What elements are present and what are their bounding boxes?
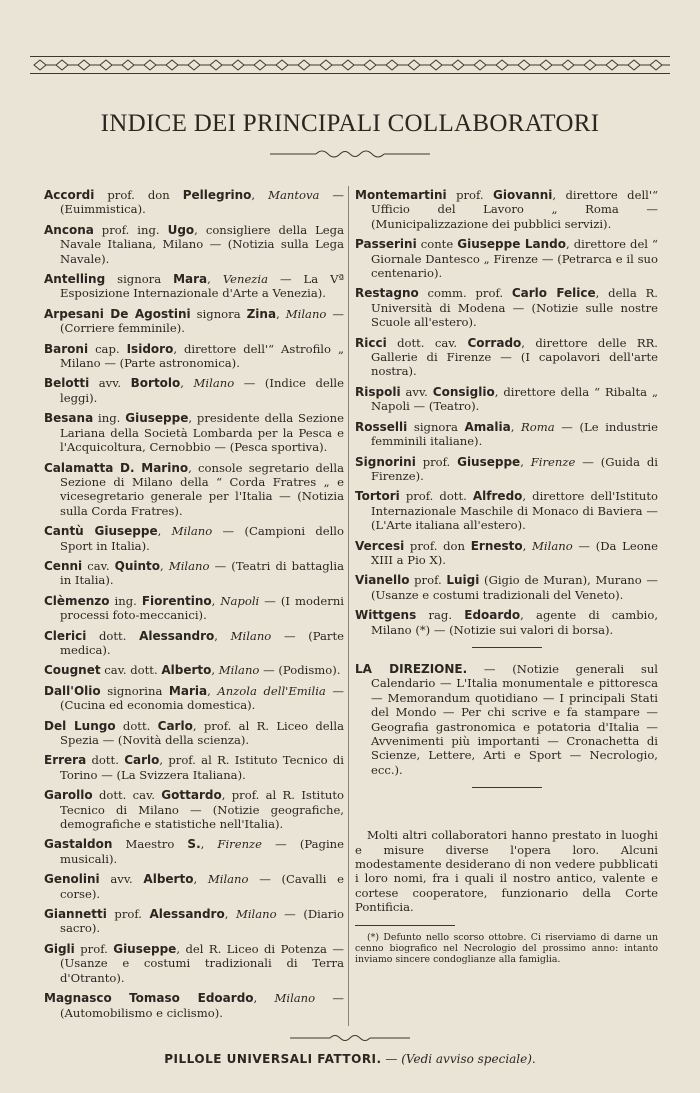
collaborator-description: , direttore dell'Istituto Internazionale Maschile di Monaco di Baviera — (L'Arte italiana all'estero). [371, 489, 659, 533]
bottom-flourish-icon [290, 1032, 410, 1044]
page-title: INDICE DEI PRINCIPALI COLLABORATORI [100, 110, 600, 137]
collaborator-entry [44, 376, 344, 405]
collaborator-firstname: Giuseppe [125, 411, 189, 426]
collaborator-title: avv. [99, 872, 144, 887]
collaborator-firstname: Alberto [143, 872, 194, 887]
collaborator-entry [44, 188, 344, 217]
separator: , [211, 663, 219, 678]
collaborator-place: Milano [532, 538, 573, 553]
collaborator-firstname: Amalia [464, 419, 511, 434]
border-diamond [144, 60, 156, 70]
collaborator-surname: Dall'Olio [44, 683, 101, 698]
collaborator-title: cav. dott. [100, 663, 162, 678]
left-column [44, 188, 344, 1026]
border-diamond [540, 60, 552, 70]
separator: , [520, 454, 531, 469]
collaborator-description: , direttore dell'“ Astrofilo „ Milano — (Parte astronomica). [60, 341, 344, 371]
collaborator-entry [44, 307, 344, 336]
separator: , [251, 188, 269, 202]
direzione-text: — (Notizie generali sul Calendario — L'Italia monumentale e pittoresca — Memorandum quotidiano — I principali Stati del Mondo — Per chi scrive e fa stampare — Geografia gastronomica e potatoria d'Italia — Avvenimenti più importanti — Cronachetta di Scienze, Lettere, Arti e Sport — Necrologio, ecc.). [371, 661, 658, 777]
collaborator-firstname: Carlo [157, 718, 193, 733]
collaborator-title: avv. [89, 376, 131, 391]
collaborator-firstname: Pellegrino [182, 188, 252, 202]
collaborator-title: signora [407, 419, 465, 434]
collaborator-title: prof. [446, 188, 494, 202]
collaborator-surname: Giannetti [44, 907, 107, 922]
separator: , [160, 558, 169, 573]
collaborator-description: — (Indice delle leggi). [60, 376, 345, 405]
direzione-entry [355, 662, 658, 777]
collaborator-surname: Errera [44, 753, 87, 768]
separator: , [522, 538, 533, 553]
collaborator-place: Firenze [217, 837, 263, 852]
collaborator-firstname: Giovanni [493, 188, 553, 202]
border-diamond [210, 60, 222, 70]
collaborator-title: prof. don [94, 188, 183, 202]
collaborator-entry [355, 286, 658, 329]
collaborator-surname: Ancona [44, 222, 94, 237]
collaborator-surname: Belotti [44, 376, 90, 391]
border-diamond [78, 60, 90, 70]
separator: , [207, 272, 223, 287]
collaborator-entry [44, 342, 344, 371]
collaborator-description: — (Diario sacro). [60, 907, 344, 936]
separator: , [214, 628, 231, 643]
collaborator-title: comm. prof. [418, 286, 512, 301]
collaborator-place: Venezia [222, 272, 269, 287]
footnote: (*) Defunto nello scorso ottobre. Ci riserviamo di darne un cenno biografico nel Necrologio del prossimo anno: intanto inviamo sincere condoglianze alla famiglia. [355, 931, 658, 965]
collaborator-description: — (Podismo). [259, 663, 341, 678]
border-pattern-icon [30, 57, 670, 73]
border-diamond [650, 60, 662, 70]
collaborator-place: Milano [218, 663, 260, 678]
border-diamond [188, 60, 200, 70]
column-divider [348, 186, 349, 1026]
collaborator-entry [44, 629, 344, 658]
collaborator-surname: Clèmenzo [44, 593, 110, 608]
collaborator-entry [355, 237, 658, 280]
collaborator-entry [44, 223, 344, 266]
border-diamond [628, 60, 640, 70]
collaborator-surname: Cantù Giuseppe [44, 524, 158, 539]
border-diamond [606, 60, 618, 70]
collaborator-firstname: Ernesto [470, 538, 523, 553]
collaborator-title [112, 991, 129, 1005]
collaborator-entry [355, 336, 658, 379]
border-diamond [386, 60, 398, 70]
collaborator-surname: Garollo [44, 788, 93, 803]
right-column [355, 188, 658, 965]
separator: , [224, 907, 236, 922]
collaborator-firstname: Giuseppe [457, 454, 521, 469]
separator: , [180, 376, 194, 391]
collaborator-surname: Calamatta D. Marino [44, 460, 189, 475]
border-diamond [232, 60, 244, 70]
collaborator-surname: Arpesani De Agostini [44, 306, 191, 321]
border-diamond [122, 60, 134, 70]
collaborator-surname: Restagno [355, 286, 419, 301]
border-diamond [364, 60, 376, 70]
direzione-label: LA DIREZIONE. [355, 661, 468, 676]
collaborator-entry [44, 461, 344, 519]
collaborator-title: signora [190, 306, 247, 321]
collaborator-description: — (Guida di Firenze). [371, 454, 658, 483]
collaborator-title: dott. cav. [386, 335, 468, 350]
collaborator-surname: Passerini [355, 237, 417, 252]
collaborator-firstname: Zina [246, 306, 277, 321]
collaborator-entry [355, 385, 658, 414]
collaborator-place: Milano [235, 907, 277, 922]
border-diamond [584, 60, 596, 70]
collaborator-firstname: Mara [173, 272, 208, 287]
collaborator-firstname: S. [187, 837, 201, 852]
collaborator-surname: Tortori [355, 489, 400, 504]
collaborator-title: avv. [400, 384, 433, 399]
border-diamond [452, 60, 464, 70]
collaborator-firstname: Ugo [167, 222, 195, 237]
collaborator-description: — (Cucina ed economia domestica). [60, 683, 344, 713]
collaborator-surname: Baroni [44, 341, 89, 356]
collaborator-description: (Gigio de Muran), Murano — (Usanze e costumi tradizionali del Veneto). [371, 573, 658, 602]
border-diamond [100, 60, 112, 70]
collaborator-surname: Antelling [44, 272, 106, 287]
collaborator-surname: Rosselli [355, 419, 408, 434]
collaborator-title: signora [105, 272, 174, 287]
collaborator-firstname: Bortolo [130, 376, 181, 391]
collaborator-entry [44, 594, 344, 623]
collaborator-description: — (Corriere femminile). [60, 306, 344, 336]
collaborator-entry [44, 524, 344, 553]
collaborator-entry [355, 608, 658, 637]
collaborator-firstname: Isidoro [126, 341, 174, 356]
collaborator-description: — (Euimmistica). [60, 188, 345, 217]
collaborator-surname: Del Lungo [44, 718, 116, 733]
collaborator-firstname: Quinto [114, 558, 161, 573]
collaborator-description: , agente di cambio, Milano (*) — (Notizie sui valori di borsa). [371, 608, 659, 637]
collaborator-firstname: Consiglio [432, 384, 495, 399]
collaborator-place: Milano [168, 558, 210, 573]
border-diamond [562, 60, 574, 70]
border-diamond [408, 60, 420, 70]
collaborator-surname: Cougnet [44, 663, 101, 678]
collaborator-title: prof. ing. [93, 222, 168, 237]
collaborator-surname: Genolini [44, 872, 100, 887]
collaborator-title: dott. [86, 753, 125, 768]
right-entry-list [355, 188, 658, 637]
border-diamond [34, 60, 46, 70]
collaborator-place: Milano [285, 306, 327, 321]
collaborator-entry [44, 684, 344, 713]
collaborator-firstname: Giuseppe Lando [457, 237, 567, 252]
collaborator-title: prof. [409, 573, 447, 588]
collaborator-title: signorina [100, 683, 169, 698]
collaborator-entry [44, 991, 344, 1020]
separator: , [510, 419, 522, 434]
collaborator-description: — La Vª Esposizione Internazionale d'Arte a Venezia). [60, 272, 345, 301]
collaborator-surname: Magnasco [44, 991, 112, 1006]
separator: , [207, 683, 218, 698]
border-diamond [496, 60, 508, 70]
separator: , [211, 593, 221, 608]
collaborator-place: Milano [207, 872, 249, 887]
collaborator-title: prof. [415, 454, 458, 469]
collaborator-surname: Besana [44, 411, 94, 426]
collaborator-surname: Signorini [355, 454, 416, 469]
border-diamond [474, 60, 486, 70]
collaborator-place: Roma [521, 419, 555, 434]
collaborator-description: , direttore della “ Ribalta „ Napoli — (Teatro). [371, 384, 658, 414]
collaborator-description: , prof. al R. Istituto Tecnico di Milano — (Notizie geografiche, demografiche e statistiche nell'Italia). [60, 788, 344, 832]
collaborator-entry [44, 872, 344, 901]
collaborator-entry [44, 663, 344, 677]
collaborator-firstname: Alessandro [139, 628, 215, 643]
collaborator-firstname: Carlo Felice [511, 286, 596, 301]
collaborator-surname: Ricci [355, 335, 387, 350]
collaborator-firstname: Giuseppe [113, 941, 177, 956]
collaborator-firstname: Carlo [124, 753, 160, 768]
border-diamond [298, 60, 310, 70]
collaborator-entry [44, 753, 344, 782]
border-diamond [166, 60, 178, 70]
border-diamond [56, 60, 68, 70]
collaborator-entry [44, 719, 344, 748]
collaborator-title: prof. [106, 907, 150, 922]
collaborator-firstname: Edoardo [464, 608, 521, 623]
collaborator-description: , presidente della Sezione Lariana della Società Lombarda per la Pesca e l'Acquicoltura, Cernobbio — (Pesca sportiva). [60, 411, 344, 455]
collaborator-title: cav. [82, 558, 115, 573]
collaborator-entry [44, 837, 344, 866]
collaborator-title: conte [416, 237, 458, 252]
collaborator-surname: Gigli [44, 941, 75, 956]
collaborator-firstname: Tomaso Edoardo [129, 991, 254, 1006]
collaborator-description: — (Automobilismo e ciclismo). [60, 991, 345, 1020]
collaborator-description: , della R. Università di Modena — (Notizie sulle nostre Scuole all'estero). [371, 286, 658, 330]
collaborator-title: Maestro [112, 837, 188, 852]
collaborator-description: , prof. al R. Liceo della Spezia — (Novità della scienza). [60, 718, 344, 747]
collaborator-entry [44, 411, 344, 454]
collaborator-description: , direttore dell'“ Ufficio del Lavoro „ Roma — (Municipalizzazione dei pubblici servizi). [371, 188, 658, 231]
collaborator-place: Milano [230, 628, 272, 643]
collaborator-surname: Vianello [355, 573, 410, 588]
collaborator-description: , direttore del “ Giornale Dantesco „ Firenze — (Petrarca e il suo centenario). [371, 237, 658, 281]
collaborator-description: , direttore delle RR. Gallerie di Firenze — (I capolavori dell'arte nostra). [371, 335, 658, 379]
collaborator-entry [355, 573, 658, 602]
title-flourish-icon [270, 146, 430, 162]
collaborator-place: Napoli [220, 593, 260, 608]
collaborator-title: ing. [93, 411, 126, 426]
collaborator-title: dott. cav. [92, 788, 162, 803]
collaborator-place: Firenze [530, 454, 576, 469]
border-diamond [276, 60, 288, 70]
section-rule [472, 787, 542, 788]
collaborator-place: Mantova [268, 188, 320, 202]
collaborator-firstname: Alessandro [149, 907, 225, 922]
collaborator-title: prof. don [404, 538, 471, 553]
collaborator-place: Anzola dell'Emilia [217, 683, 326, 698]
collaborator-description: , console segretario della Sezione di Milano della “ Corda Fratres „ e vicesegretario generale per l'Italia — (Notizia sulla Corda Fratres). [60, 460, 344, 518]
ad-note: — (Vedi avviso speciale). [381, 1052, 536, 1066]
collaborator-entry [44, 788, 344, 831]
border-diamond [254, 60, 266, 70]
collaborator-entry [44, 907, 344, 936]
separator: , [276, 306, 286, 321]
collaborator-title: prof. dott. [399, 489, 473, 504]
collaborator-title: prof. [74, 941, 114, 956]
collaborator-place: Milano [193, 376, 235, 391]
collaborator-entry [44, 942, 344, 985]
collaborator-firstname: Maria [168, 683, 208, 698]
collaborator-entry [44, 559, 344, 588]
top-ornamental-border [30, 56, 670, 74]
border-diamond [518, 60, 530, 70]
collaborator-place: Milano [171, 524, 213, 539]
collaborator-entry [44, 272, 344, 301]
collaborator-description: , consigliere della Lega Navale Italiana, Milano — (Notizia sulla Lega Navale). [60, 222, 344, 266]
collaborator-description: — (Cavalli e corse). [60, 872, 344, 901]
collaborator-firstname: Gottardo [161, 788, 222, 803]
collaborator-entry [355, 420, 658, 449]
collaborator-description: — (Da Leone XIII a Pio X). [371, 538, 659, 567]
collaborator-surname: Wittgens [355, 608, 417, 623]
collaborator-title: rag. [416, 608, 465, 623]
collaborator-firstname: Alfredo [472, 489, 523, 504]
collaborator-title: cap. [88, 341, 127, 356]
section-rule [472, 647, 542, 648]
collaborator-firstname: Alberto [161, 663, 212, 678]
collaborator-description: — (Parte medica). [60, 628, 344, 657]
collaborator-title: ing. [109, 593, 142, 608]
collaborator-firstname: Fiorentino [141, 593, 212, 608]
collaborator-description: — (Campioni dello Sport in Italia). [60, 524, 344, 553]
collaborator-surname: Accordi [44, 188, 95, 202]
collaborator-description: , del R. Liceo di Potenza — (Usanze e costumi tradizionali di Terra d'Otranto). [60, 941, 344, 985]
collaborator-firstname: Luigi [446, 573, 480, 588]
advertisement-line [0, 1052, 700, 1066]
footnote-rule [355, 925, 455, 926]
collaborator-place: Milano [274, 991, 316, 1006]
ad-product: PILLOLE UNIVERSALI FATTORI. [164, 1052, 382, 1066]
separator: , [157, 524, 172, 539]
collaborator-description: — (Teatri di battaglia in Italia). [60, 558, 344, 588]
collaborator-surname: Cenni [44, 558, 83, 573]
collaborator-entry [355, 188, 658, 231]
collaborator-description: , prof. al R. Istituto Tecnico di Torino — (La Svizzera Italiana). [60, 753, 344, 782]
collaborator-surname: Montemartini [355, 188, 447, 202]
collaborator-surname: Gastaldon [44, 837, 113, 852]
collaborator-description: — (Le industrie femminili italiane). [371, 419, 658, 449]
collaborator-description: — (I moderni processi foto-meccanici). [60, 593, 344, 623]
collaborator-entry [355, 455, 658, 484]
collaborators-note: Molti altri collaboratori hanno prestato in luoghi e misure diverse l'opera loro. Alcuni modestamente desiderano di non vedere pubblicati i loro nomi, fra i quali il nostro antico, valente e cortese cooperatore, funzionario della Corte Pontificia. [355, 828, 658, 915]
border-diamond [320, 60, 332, 70]
collaborator-surname: Vercesi [355, 538, 405, 553]
collaborator-title: dott. [86, 628, 140, 643]
collaborator-description: — (Pagine musicali). [60, 837, 344, 866]
border-diamond [430, 60, 442, 70]
collaborator-title: dott. [115, 718, 158, 733]
collaborator-entry [355, 539, 658, 568]
collaborator-surname: Clerici [44, 628, 87, 643]
collaborator-firstname: Corrado [467, 335, 522, 350]
separator: , [200, 837, 218, 852]
separator: , [193, 872, 208, 887]
separator: , [253, 991, 275, 1006]
collaborator-entry [355, 489, 658, 532]
border-diamond [342, 60, 354, 70]
collaborator-surname: Rispoli [355, 384, 401, 399]
